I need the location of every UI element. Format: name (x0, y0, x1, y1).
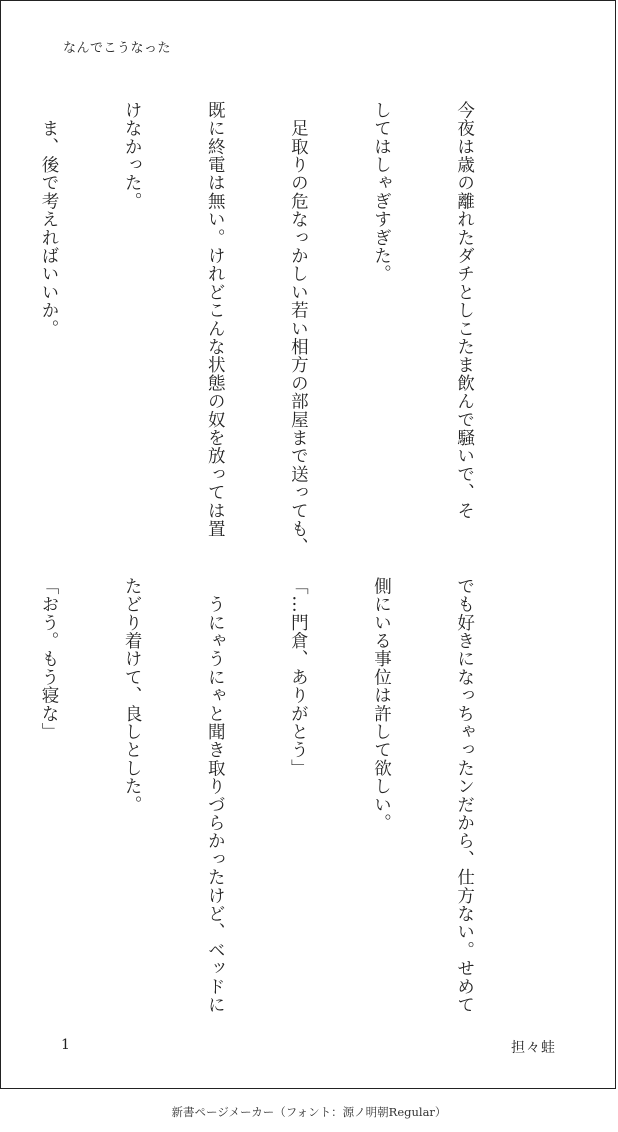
footer-caption: 新書ページメーカー（フォント：源ノ明朝Regular） (171, 1105, 447, 1119)
lower-text-block (0, 577, 533, 1014)
text-column: ま、後で考えればいいか。 (39, 101, 60, 338)
text-column: 今夜は歳の離れたダチとしこたま飲んで騒いで、そ (454, 101, 475, 520)
text-column: けなかった。 (122, 101, 143, 211)
author-name: 担々蛙 (511, 1040, 556, 1056)
running-title: なんでこうなった (63, 41, 172, 56)
upper-text-block (0, 101, 533, 556)
text-column: 足取りの危なっかしい若い相方の部屋まで送っても、 (288, 101, 309, 556)
text-column: してはしゃぎすぎた。 (371, 101, 392, 283)
page-number: 1 (61, 1037, 70, 1053)
text-column: たどり着けて、良しとした。 (122, 577, 143, 814)
text-column: うにゃうにゃと聞き取りづらかったけど、ベッドに (205, 577, 226, 1014)
text-column: 「おう。もう寝な」 (39, 577, 60, 741)
text-column: 既に終電は無い。けれどこんな状態の奴を放っては置 (205, 101, 226, 538)
text-column: 側にいる事位は許して欲しい。 (371, 577, 392, 832)
text-column: でも好きになっちゃったンだから、仕方ない。せめて (454, 577, 475, 1014)
text-column: 「…門倉、ありがとう」 (288, 577, 309, 778)
